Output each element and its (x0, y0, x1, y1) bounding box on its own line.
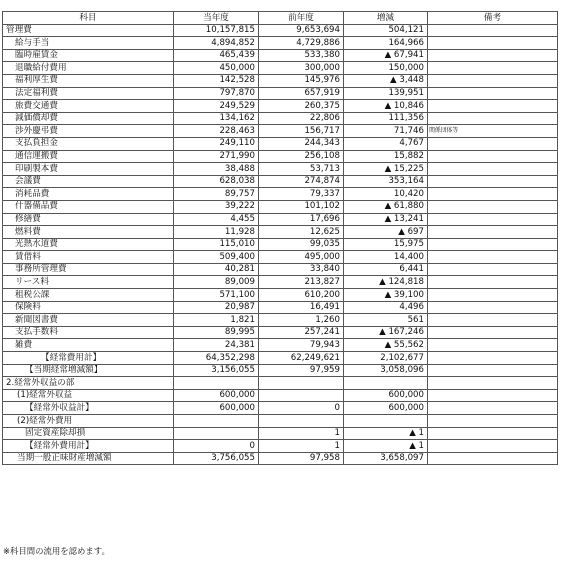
note-value (428, 188, 558, 201)
table-row (3, 163, 558, 176)
header-change: 増減 (344, 12, 428, 25)
row-label: (2)経常外費用 (3, 415, 174, 428)
note-value (428, 263, 558, 276)
change-value: 600,000 (344, 402, 428, 415)
note-value (428, 389, 558, 402)
current-value: 628,038 (174, 175, 259, 188)
current-value: 465,439 (174, 49, 259, 62)
change-value: ▲ 1 (344, 440, 428, 453)
table-row (3, 62, 558, 75)
previous-value: 244,343 (259, 137, 344, 150)
table-row (3, 339, 558, 352)
table-row (3, 213, 558, 226)
current-value: 4,894,852 (174, 37, 259, 50)
row-label: 【経常外費用計】 (3, 440, 174, 453)
change-value (344, 415, 428, 428)
previous-value: 657,919 (259, 87, 344, 100)
row-label: 租税公課 (3, 289, 174, 302)
note-value (428, 37, 558, 50)
current-value: 64,352,298 (174, 352, 259, 365)
previous-value: 79,337 (259, 188, 344, 201)
previous-value: 300,000 (259, 62, 344, 75)
current-value: 4,455 (174, 213, 259, 226)
note-value (428, 100, 558, 113)
previous-value: 1,260 (259, 314, 344, 327)
row-label: 事務所管理費 (3, 263, 174, 276)
table-row (3, 87, 558, 100)
current-value (174, 427, 259, 440)
row-label: 臨時雇賃金 (3, 49, 174, 62)
current-value: 797,870 (174, 87, 259, 100)
previous-value: 610,200 (259, 289, 344, 302)
previous-value: 260,375 (259, 100, 344, 113)
header-current: 当年度 (174, 12, 259, 25)
budget-table (2, 11, 558, 465)
current-value: 600,000 (174, 402, 259, 415)
table-row (3, 314, 558, 327)
row-label: 退職給付費用 (3, 62, 174, 75)
header-row (3, 12, 558, 25)
row-label: 旅費交通費 (3, 100, 174, 113)
previous-value: 1 (259, 427, 344, 440)
row-label: リース料 (3, 276, 174, 289)
note-value (428, 314, 558, 327)
change-value: 2,102,677 (344, 352, 428, 365)
note-value (428, 226, 558, 239)
change-value: 3,058,096 (344, 364, 428, 377)
row-label: 支払手数料 (3, 326, 174, 339)
change-value: 15,882 (344, 150, 428, 163)
note-value (428, 440, 558, 453)
current-value: 115,010 (174, 238, 259, 251)
note-value (428, 175, 558, 188)
previous-value: 12,625 (259, 226, 344, 239)
change-value: ▲ 61,880 (344, 200, 428, 213)
row-label: 通信運搬費 (3, 150, 174, 163)
row-label: 雑費 (3, 339, 174, 352)
table-row (3, 251, 558, 264)
table-row (3, 74, 558, 87)
change-value: 4,767 (344, 137, 428, 150)
note-value (428, 276, 558, 289)
note-value (428, 402, 558, 415)
change-value: ▲ 67,941 (344, 49, 428, 62)
note-value (428, 49, 558, 62)
table-row (3, 440, 558, 453)
current-value: 3,756,055 (174, 452, 259, 465)
row-label: 【経常外収益計】 (3, 402, 174, 415)
row-label: 管理費 (3, 24, 174, 37)
change-value: 353,164 (344, 175, 428, 188)
row-label: 【当期経常増減額】 (3, 364, 174, 377)
row-label: 什器備品費 (3, 200, 174, 213)
row-label: 保険料 (3, 301, 174, 314)
change-value: 71,746 (344, 125, 428, 138)
current-value: 3,156,055 (174, 364, 259, 377)
table-row (3, 150, 558, 163)
change-value: 14,400 (344, 251, 428, 264)
note-value (428, 200, 558, 213)
note-value (428, 339, 558, 352)
change-value: ▲ 124,818 (344, 276, 428, 289)
row-label: 光熱水道費 (3, 238, 174, 251)
row-label: 福利厚生費 (3, 74, 174, 87)
change-value: 111,356 (344, 112, 428, 125)
change-value: ▲ 39,100 (344, 289, 428, 302)
note-value (428, 238, 558, 251)
table-row (3, 452, 558, 465)
table-row (3, 377, 558, 390)
current-value: 600,000 (174, 389, 259, 402)
previous-value: 0 (259, 402, 344, 415)
table-row (3, 37, 558, 50)
table-row (3, 402, 558, 415)
note-value (428, 62, 558, 75)
note-value (428, 137, 558, 150)
current-value: 1,821 (174, 314, 259, 327)
note-value (428, 87, 558, 100)
change-value: ▲ 697 (344, 226, 428, 239)
row-label: 渉外慶弔費 (3, 125, 174, 138)
change-value: 150,000 (344, 62, 428, 75)
previous-value: 22,806 (259, 112, 344, 125)
table-row (3, 188, 558, 201)
current-value: 271,990 (174, 150, 259, 163)
change-value: ▲ 1 (344, 427, 428, 440)
previous-value: 145,976 (259, 74, 344, 87)
row-label: (1)経常外収益 (3, 389, 174, 402)
note-value (428, 427, 558, 440)
change-value: 561 (344, 314, 428, 327)
table-row (3, 24, 558, 37)
note-value (428, 289, 558, 302)
row-label: 給与手当 (3, 37, 174, 50)
change-value: ▲ 10,846 (344, 100, 428, 113)
table-row (3, 49, 558, 62)
previous-value: 99,035 (259, 238, 344, 251)
current-value: 40,281 (174, 263, 259, 276)
change-value: ▲ 13,241 (344, 213, 428, 226)
change-value: 139,951 (344, 87, 428, 100)
note-value (428, 352, 558, 365)
previous-value: 156,717 (259, 125, 344, 138)
change-value: ▲ 167,246 (344, 326, 428, 339)
row-label: 修繕費 (3, 213, 174, 226)
previous-value: 33,840 (259, 263, 344, 276)
previous-value: 79,943 (259, 339, 344, 352)
row-label: 減価償却費 (3, 112, 174, 125)
previous-value: 97,958 (259, 452, 344, 465)
note-value (428, 301, 558, 314)
note-value (428, 213, 558, 226)
previous-value (259, 377, 344, 390)
table-row (3, 389, 558, 402)
current-value: 228,463 (174, 125, 259, 138)
previous-value: 53,713 (259, 163, 344, 176)
row-label: 消耗品費 (3, 188, 174, 201)
change-value: 10,420 (344, 188, 428, 201)
table-row (3, 276, 558, 289)
change-value (344, 377, 428, 390)
note-value (428, 74, 558, 87)
change-value: ▲ 55,562 (344, 339, 428, 352)
header-item: 科目 (3, 12, 174, 25)
table-row (3, 200, 558, 213)
current-value: 89,995 (174, 326, 259, 339)
change-value: 6,441 (344, 263, 428, 276)
previous-value: 4,729,886 (259, 37, 344, 50)
table-row (3, 137, 558, 150)
footnote: ※科目間の流用を認めます。 (3, 546, 110, 556)
previous-value: 62,249,621 (259, 352, 344, 365)
current-value: 20,987 (174, 301, 259, 314)
change-value: 164,966 (344, 37, 428, 50)
table-row (3, 415, 558, 428)
previous-value: 257,241 (259, 326, 344, 339)
current-value: 249,529 (174, 100, 259, 113)
row-label: 賃借料 (3, 251, 174, 264)
row-label: 法定福利費 (3, 87, 174, 100)
previous-value: 101,102 (259, 200, 344, 213)
table-row (3, 238, 558, 251)
current-value: 38,488 (174, 163, 259, 176)
previous-value (259, 415, 344, 428)
table-row (3, 175, 558, 188)
row-label: 会議費 (3, 175, 174, 188)
current-value: 89,757 (174, 188, 259, 201)
previous-value: 274,874 (259, 175, 344, 188)
table-row (3, 352, 558, 365)
current-value: 10,157,815 (174, 24, 259, 37)
table-row (3, 226, 558, 239)
note-value (428, 163, 558, 176)
note-value (428, 251, 558, 264)
current-value: 0 (174, 440, 259, 453)
current-value: 571,100 (174, 289, 259, 302)
current-value (174, 377, 259, 390)
current-value: 39,222 (174, 200, 259, 213)
previous-value: 533,380 (259, 49, 344, 62)
previous-value: 256,108 (259, 150, 344, 163)
table-row (3, 289, 558, 302)
note-value (428, 364, 558, 377)
table-row (3, 263, 558, 276)
note-value (428, 326, 558, 339)
table-row (3, 112, 558, 125)
row-label: 固定資産除却損 (3, 427, 174, 440)
change-value: 504,121 (344, 24, 428, 37)
row-label: 支払負担金 (3, 137, 174, 150)
change-value: 4,496 (344, 301, 428, 314)
row-label: 2.経常外収益の部 (3, 377, 174, 390)
note-value (428, 452, 558, 465)
table-row (3, 364, 558, 377)
current-value: 11,928 (174, 226, 259, 239)
previous-value: 213,827 (259, 276, 344, 289)
table-row (3, 100, 558, 113)
note-value (428, 415, 558, 428)
table-row (3, 326, 558, 339)
row-label: 印刷製本費 (3, 163, 174, 176)
row-label: 当期一般正味財産増減額 (3, 452, 174, 465)
row-label: 【経常費用計】 (3, 352, 174, 365)
note-value (428, 377, 558, 390)
note-value: 関係団体等 (428, 125, 558, 138)
note-value (428, 24, 558, 37)
row-label: 燃料費 (3, 226, 174, 239)
header-previous: 前年度 (259, 12, 344, 25)
current-value: 142,528 (174, 74, 259, 87)
previous-value: 9,653,694 (259, 24, 344, 37)
note-value (428, 112, 558, 125)
change-value: ▲ 3,448 (344, 74, 428, 87)
change-value: 15,975 (344, 238, 428, 251)
note-value (428, 150, 558, 163)
previous-value: 1 (259, 440, 344, 453)
current-value: 450,000 (174, 62, 259, 75)
previous-value: 17,696 (259, 213, 344, 226)
current-value: 509,400 (174, 251, 259, 264)
previous-value: 97,959 (259, 364, 344, 377)
row-label: 新聞図書費 (3, 314, 174, 327)
current-value: 249,110 (174, 137, 259, 150)
previous-value: 495,000 (259, 251, 344, 264)
change-value: 3,658,097 (344, 452, 428, 465)
change-value: 600,000 (344, 389, 428, 402)
previous-value: 16,491 (259, 301, 344, 314)
current-value (174, 415, 259, 428)
current-value: 134,162 (174, 112, 259, 125)
current-value: 89,009 (174, 276, 259, 289)
previous-value (259, 389, 344, 402)
table-row (3, 125, 558, 138)
header-note: 備考 (428, 12, 558, 25)
table-row (3, 301, 558, 314)
table-row (3, 427, 558, 440)
change-value: ▲ 15,225 (344, 163, 428, 176)
current-value: 24,381 (174, 339, 259, 352)
